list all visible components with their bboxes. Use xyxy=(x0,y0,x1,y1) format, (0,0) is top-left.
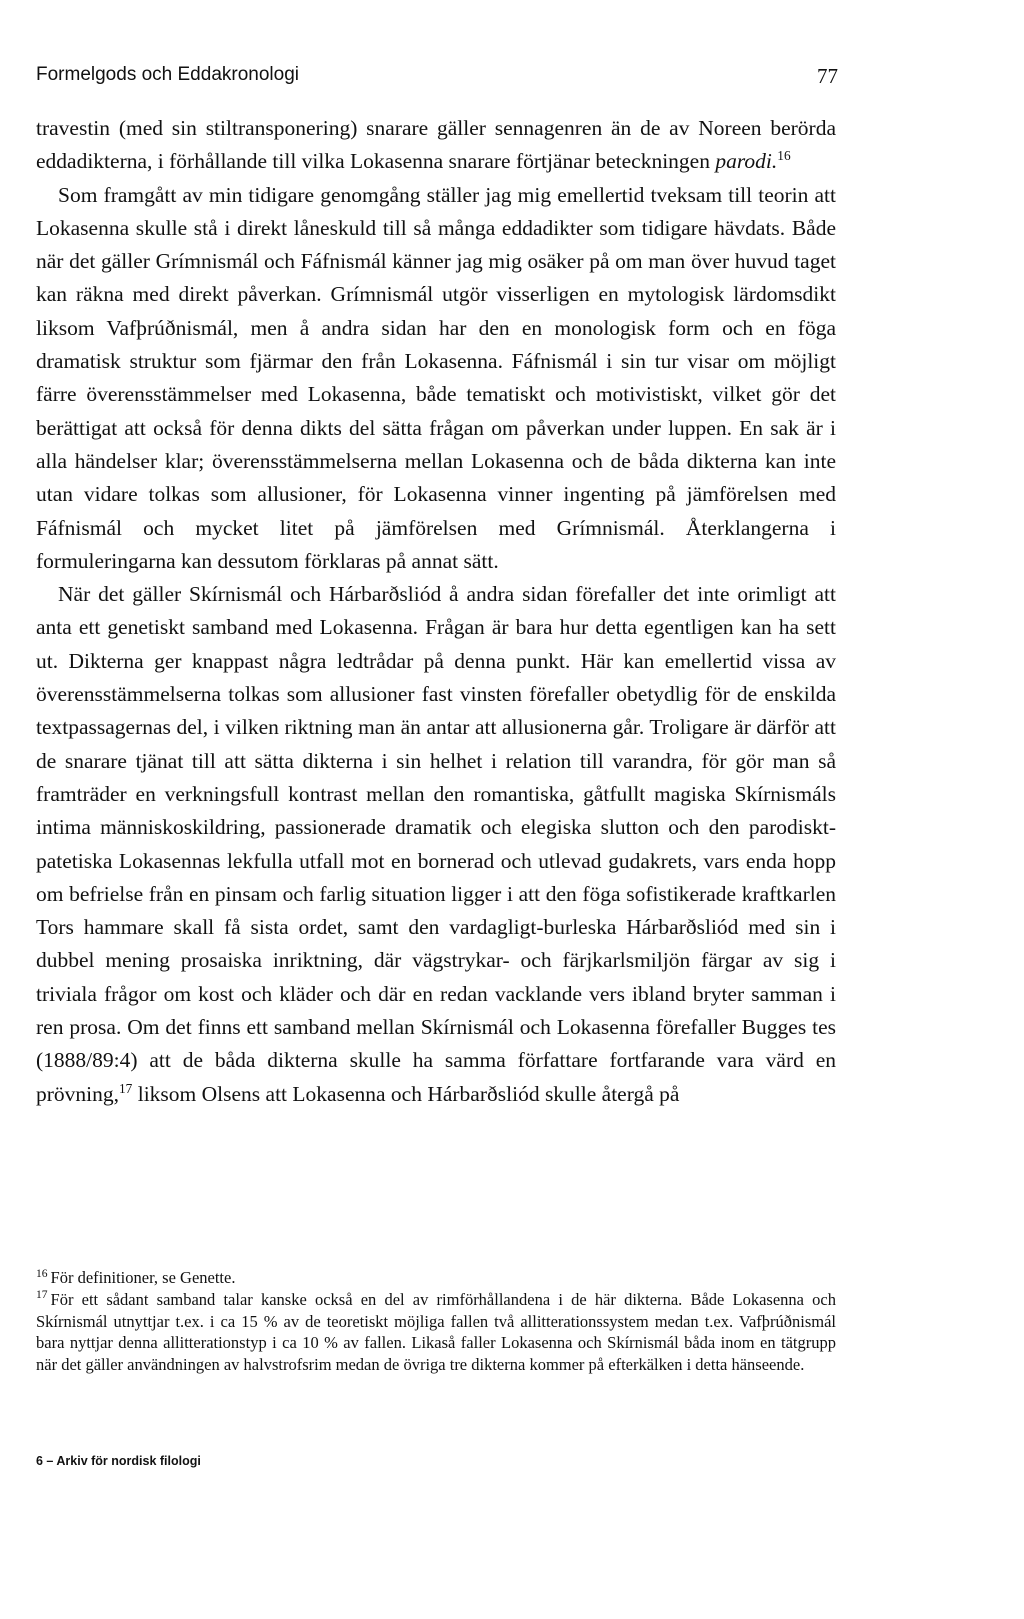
footnote-17-text: För ett sådant samband talar kanske också en del av rimförhållandena i de här dikterna. Både Lokasenna och Skírnismál utnyttjar t.ex. i ca 15 % av de teoretiskt möjliga fallen två allitterationssystem medan t.ex. Vafþrúðnismál bara nyttjar denna allitterationstyp i ca 10 % av fallen. Likaså faller Lokasenna och Skírnismál båda inom en tätgrupp när det gäller användningen av halvstrofsrim medan de övriga tre dikterna kommer på efterkälken i detta hänseende. xyxy=(36,1289,836,1375)
running-head-title: Formelgods och Eddakronologi xyxy=(36,64,299,85)
paragraph-3 xyxy=(36,578,836,1111)
page-number: 77 xyxy=(817,64,838,88)
body-text xyxy=(36,112,836,1111)
parodi-emphasis: parodi. xyxy=(715,149,778,174)
paragraph-3-text-a: När det gäller Skírnismál och Hárbarðsliód å andra sidan förefaller det inte orimligt att anta ett genetiskt samband med Lokasenna. Frågan är bara hur detta egentligen kan ha sett ut. Dikterna ger knappast några ledtrådar på denna punkt. Här kan emellertid vissa av överensstämmelserna tolkas som allusioner fast vinsten förefaller obetydlig för de enskilda textpassagernas del, i vilken riktning man än antar att allusionerna går. Troligare är därför att de snarare tjänat till att sätta dikterna i sin helhet i relation till varandra, för gör man så framträder en verkningsfull kontrast mellan den romantiska, gåtfullt magiska Skírnismáls intima människoskildring, passionerade dramatik och elegiska slutton och den parodiskt-patetiska Lokasennas lekfulla utfall mot en bornerad och utlevad gudakrets, vars enda hopp om befrielse från en pinsam och farlig situation ligger i att den föga sofistikerade kraftkarlen Tors hammare skall få sista ordet, samt den vardagligt-burleska Hárbarðsliód med sin i dubbel mening prosaiska inriktning, där vägstrykar- och färjkarlsmiljön färgar av sig i triviala frågor om kost och kläder och där en redan vacklande vers ibland bryter samman i ren prosa. Om det finns ett samband mellan Skírnismál och Lokasenna förefaller Bugges tes (1888/89:4) att de båda dikterna skulle ha samma författare fortfarande vara värd en prövning, xyxy=(36,582,836,1106)
footnote-17 xyxy=(36,1289,836,1376)
paragraph-1-text: travestin (med sin stiltransponering) snarare gäller sennagenren än de av Noreen berörda eddadikterna, i förhållande till vilka Lokasenna snarare förtjänar beteckningen xyxy=(36,116,836,174)
paragraph-2: Som framgått av min tidigare genomgång ställer jag mig emellertid tveksam till teorin att Lokasenna skulle stå i direkt låneskuld till så många eddadikter som tidigare hävdats. Både när det gäller Grímnismál och Fáfnismál känner jag mig osäker på om man över huvud taget kan räkna med direkt påverkan. Grímnismál utgör visserligen en mytologisk lärdomsdikt liksom Vafþrúðnismál, men å andra sidan har den en monologisk form och en föga dramatisk struktur som fjärmar den från Lokasenna. Fáfnismál i sin tur visar om möjligt färre överensstämmelser med Lokasenna, både tematiskt och motivistiskt, vilket gör det berättigat att också för denna dikts del sätta frågan om påverkan under luppen. En sak är i alla händelser klar; överensstämmelserna mellan Lokasenna och de båda dikterna kan inte utan vidare tolkas som allusioner, för Lokasenna vinner ingenting på jämförelsen med Fáfnismál och mycket litet på jämförelsen med Grímnismál. Återklangerna i formuleringarna kan dessutom förklaras på annat sätt. xyxy=(36,182,836,573)
footnotes xyxy=(36,1267,836,1376)
paragraph-3-text-b: liksom Olsens att Lokasenna och Hárbarðsliód skulle återgå på xyxy=(132,1081,680,1106)
footnote-ref-17: 17 xyxy=(119,1080,133,1096)
footnote-16 xyxy=(36,1267,836,1289)
signature-line: 6 – Arkiv för nordisk filologi xyxy=(36,1454,201,1468)
footnote-17-number: 17 xyxy=(36,1289,48,1302)
footnote-ref-16: 16 xyxy=(777,148,791,164)
footnote-16-text: För definitioner, se Genette. xyxy=(50,1268,236,1287)
footnote-16-number: 16 xyxy=(36,1267,48,1280)
paragraph-1 xyxy=(36,112,836,179)
